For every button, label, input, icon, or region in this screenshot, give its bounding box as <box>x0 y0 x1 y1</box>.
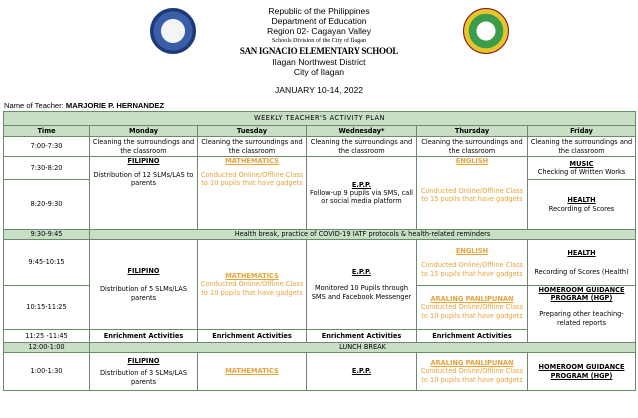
monday-block-3 <box>90 353 198 391</box>
letterhead <box>0 6 638 95</box>
friday-block-1b <box>528 180 636 230</box>
subject-label: HEALTH <box>567 249 596 258</box>
activity-text: Checking of Written Works <box>537 168 626 176</box>
teacher-name: MARJORIE P. HERNANDEZ <box>65 101 165 110</box>
activity-text: Distribution of 5 SLMs/LAS parents <box>99 285 188 302</box>
enrichment-cell: Enrichment Activities <box>417 330 528 343</box>
friday-block-2a <box>528 240 636 286</box>
activity-text: Conducted Online/Offline Class to 10 pupils that have gadgets <box>420 367 524 384</box>
subject-label: HOMEROOM GUIDANCE PROGRAM (HGP) <box>538 363 625 380</box>
lunch-break-band: LUNCH BREAK <box>90 343 636 353</box>
cleaning-cell: Cleaning the surroundings and the classroom <box>417 137 528 157</box>
cleaning-cell: Cleaning the surroundings and the classroom <box>90 137 198 157</box>
table-title: WEEKLY TEACHER'S ACTIVITY PLAN <box>4 112 636 126</box>
teacher-name-line <box>4 101 164 110</box>
monday-block-1 <box>90 157 198 230</box>
activity-text: Conducted Online/Offline Class to 10 pupils that have gadgets <box>200 171 304 188</box>
time-cell: 7:30-8:20 <box>4 157 90 180</box>
time-cell: 1:00-1:30 <box>4 353 90 391</box>
friday-block-3 <box>528 353 636 391</box>
activity-text: Conducted Online/Offline Class to 15 pupils that have gadgets <box>420 261 524 278</box>
time-cell: 12:00-1:00 <box>4 343 90 353</box>
enrichment-cell: Enrichment Activities <box>307 330 417 343</box>
subject-label: HOMEROOM GUIDANCE PROGRAM (HGP) <box>538 286 625 303</box>
time-cell: 10:15-11:25 <box>4 286 90 330</box>
cleaning-cell: Cleaning the surroundings and the classroom <box>528 137 636 157</box>
col-header-monday: Monday <box>90 126 198 137</box>
subject-label: MATHEMATICS <box>225 272 279 281</box>
time-cell: 7:00-7:30 <box>4 137 90 157</box>
subject-label: E.P.P. <box>351 180 372 189</box>
cleaning-cell: Cleaning the surroundings and the classroom <box>198 137 307 157</box>
division-line: Schools Division of the City of Ilagan <box>271 37 367 44</box>
health-break-band: Health break, practice of COVID-19 IATF protocols & health-related reminders <box>90 230 636 240</box>
city-line: City of Ilagan <box>293 67 345 77</box>
wednesday-block-2 <box>307 240 417 330</box>
thursday-block-3 <box>417 353 528 391</box>
cleaning-cell: Cleaning the surroundings and the classroom <box>307 137 417 157</box>
department-line: Department of Education <box>271 16 367 26</box>
tuesday-block-3 <box>198 353 307 391</box>
activity-text: Recording of Scores <box>548 204 615 213</box>
col-header-wednesday: Wednesday* <box>307 126 417 137</box>
enrichment-cell: Enrichment Activities <box>198 330 307 343</box>
subject-label: ENGLISH <box>455 247 489 256</box>
subject-label: MATHEMATICS <box>225 367 279 376</box>
subject-label: E.P.P. <box>351 367 372 376</box>
thursday-block-2a <box>417 240 528 286</box>
district-line: Ilagan Northwest District <box>272 57 366 67</box>
weekly-plan-table <box>3 111 636 391</box>
friday-block-1a <box>528 157 636 180</box>
col-header-friday: Friday <box>528 126 636 137</box>
republic-line: Republic of the Philippines <box>268 6 370 16</box>
thursday-block-2b <box>417 286 528 330</box>
subject-label: FILIPINO <box>127 357 160 366</box>
col-header-thursday: Thursday <box>417 126 528 137</box>
subject-label: MUSIC <box>569 159 594 168</box>
activity-text: Preparing other teaching-related reports <box>539 310 624 327</box>
wednesday-block-1 <box>307 157 417 230</box>
thursday-block-1 <box>417 157 528 230</box>
activity-text: Conducted Online/Offline Class to 10 pupils that have gadgets <box>420 303 524 320</box>
time-cell: 9:45-10:15 <box>4 240 90 286</box>
tuesday-block-2 <box>198 240 307 330</box>
activity-text: Conducted Online/Offline Class to 10 pupils that have gadgets <box>200 280 304 297</box>
time-cell: 9:30-9:45 <box>4 230 90 240</box>
subject-label: ARALING PANLIPUNAN <box>430 295 514 304</box>
time-cell: 11:25 -11:45 <box>4 330 90 343</box>
time-cell: 8:20-9:30 <box>4 180 90 230</box>
subject-label: E.P.P. <box>351 268 372 277</box>
col-header-tuesday: Tuesday <box>198 126 307 137</box>
activity-text: Recording of Scores (Health) <box>534 267 629 276</box>
subject-label: HEALTH <box>567 196 596 205</box>
region-line: Region 02- Cagayan Valley <box>267 26 371 36</box>
subject-label: FILIPINO <box>127 157 160 165</box>
subject-label: ARALING PANLIPUNAN <box>430 359 514 368</box>
subject-label: FILIPINO <box>127 267 160 276</box>
teacher-label: Name of Teacher: <box>4 101 64 110</box>
activity-text: Distribution of 3 SLMs/LAS parents <box>99 369 188 386</box>
subject-label: MATHEMATICS <box>225 157 279 165</box>
enrichment-cell: Enrichment Activities <box>90 330 198 343</box>
activity-text: Monitored 10 Pupils through SMS and Facebook Messenger <box>311 284 412 301</box>
wednesday-block-3 <box>307 353 417 391</box>
tuesday-block-1 <box>198 157 307 230</box>
date-line: JANUARY 10-14, 2022 <box>274 85 364 95</box>
monday-block-2 <box>90 240 198 330</box>
activity-text: Conducted Online/Offline Class to 15 pupils that have gadgets <box>420 187 524 204</box>
activity-text: Distribution of 12 SLMs/LAS to parents <box>93 171 194 188</box>
friday-block-2b <box>528 286 636 343</box>
activity-text: Follow-up 9 pupils via SMS, call or social media platform <box>309 188 413 206</box>
school-name: SAN IGNACIO ELEMENTARY SCHOOL <box>239 46 399 56</box>
subject-label: ENGLISH <box>455 157 489 165</box>
col-header-time: Time <box>4 126 90 137</box>
